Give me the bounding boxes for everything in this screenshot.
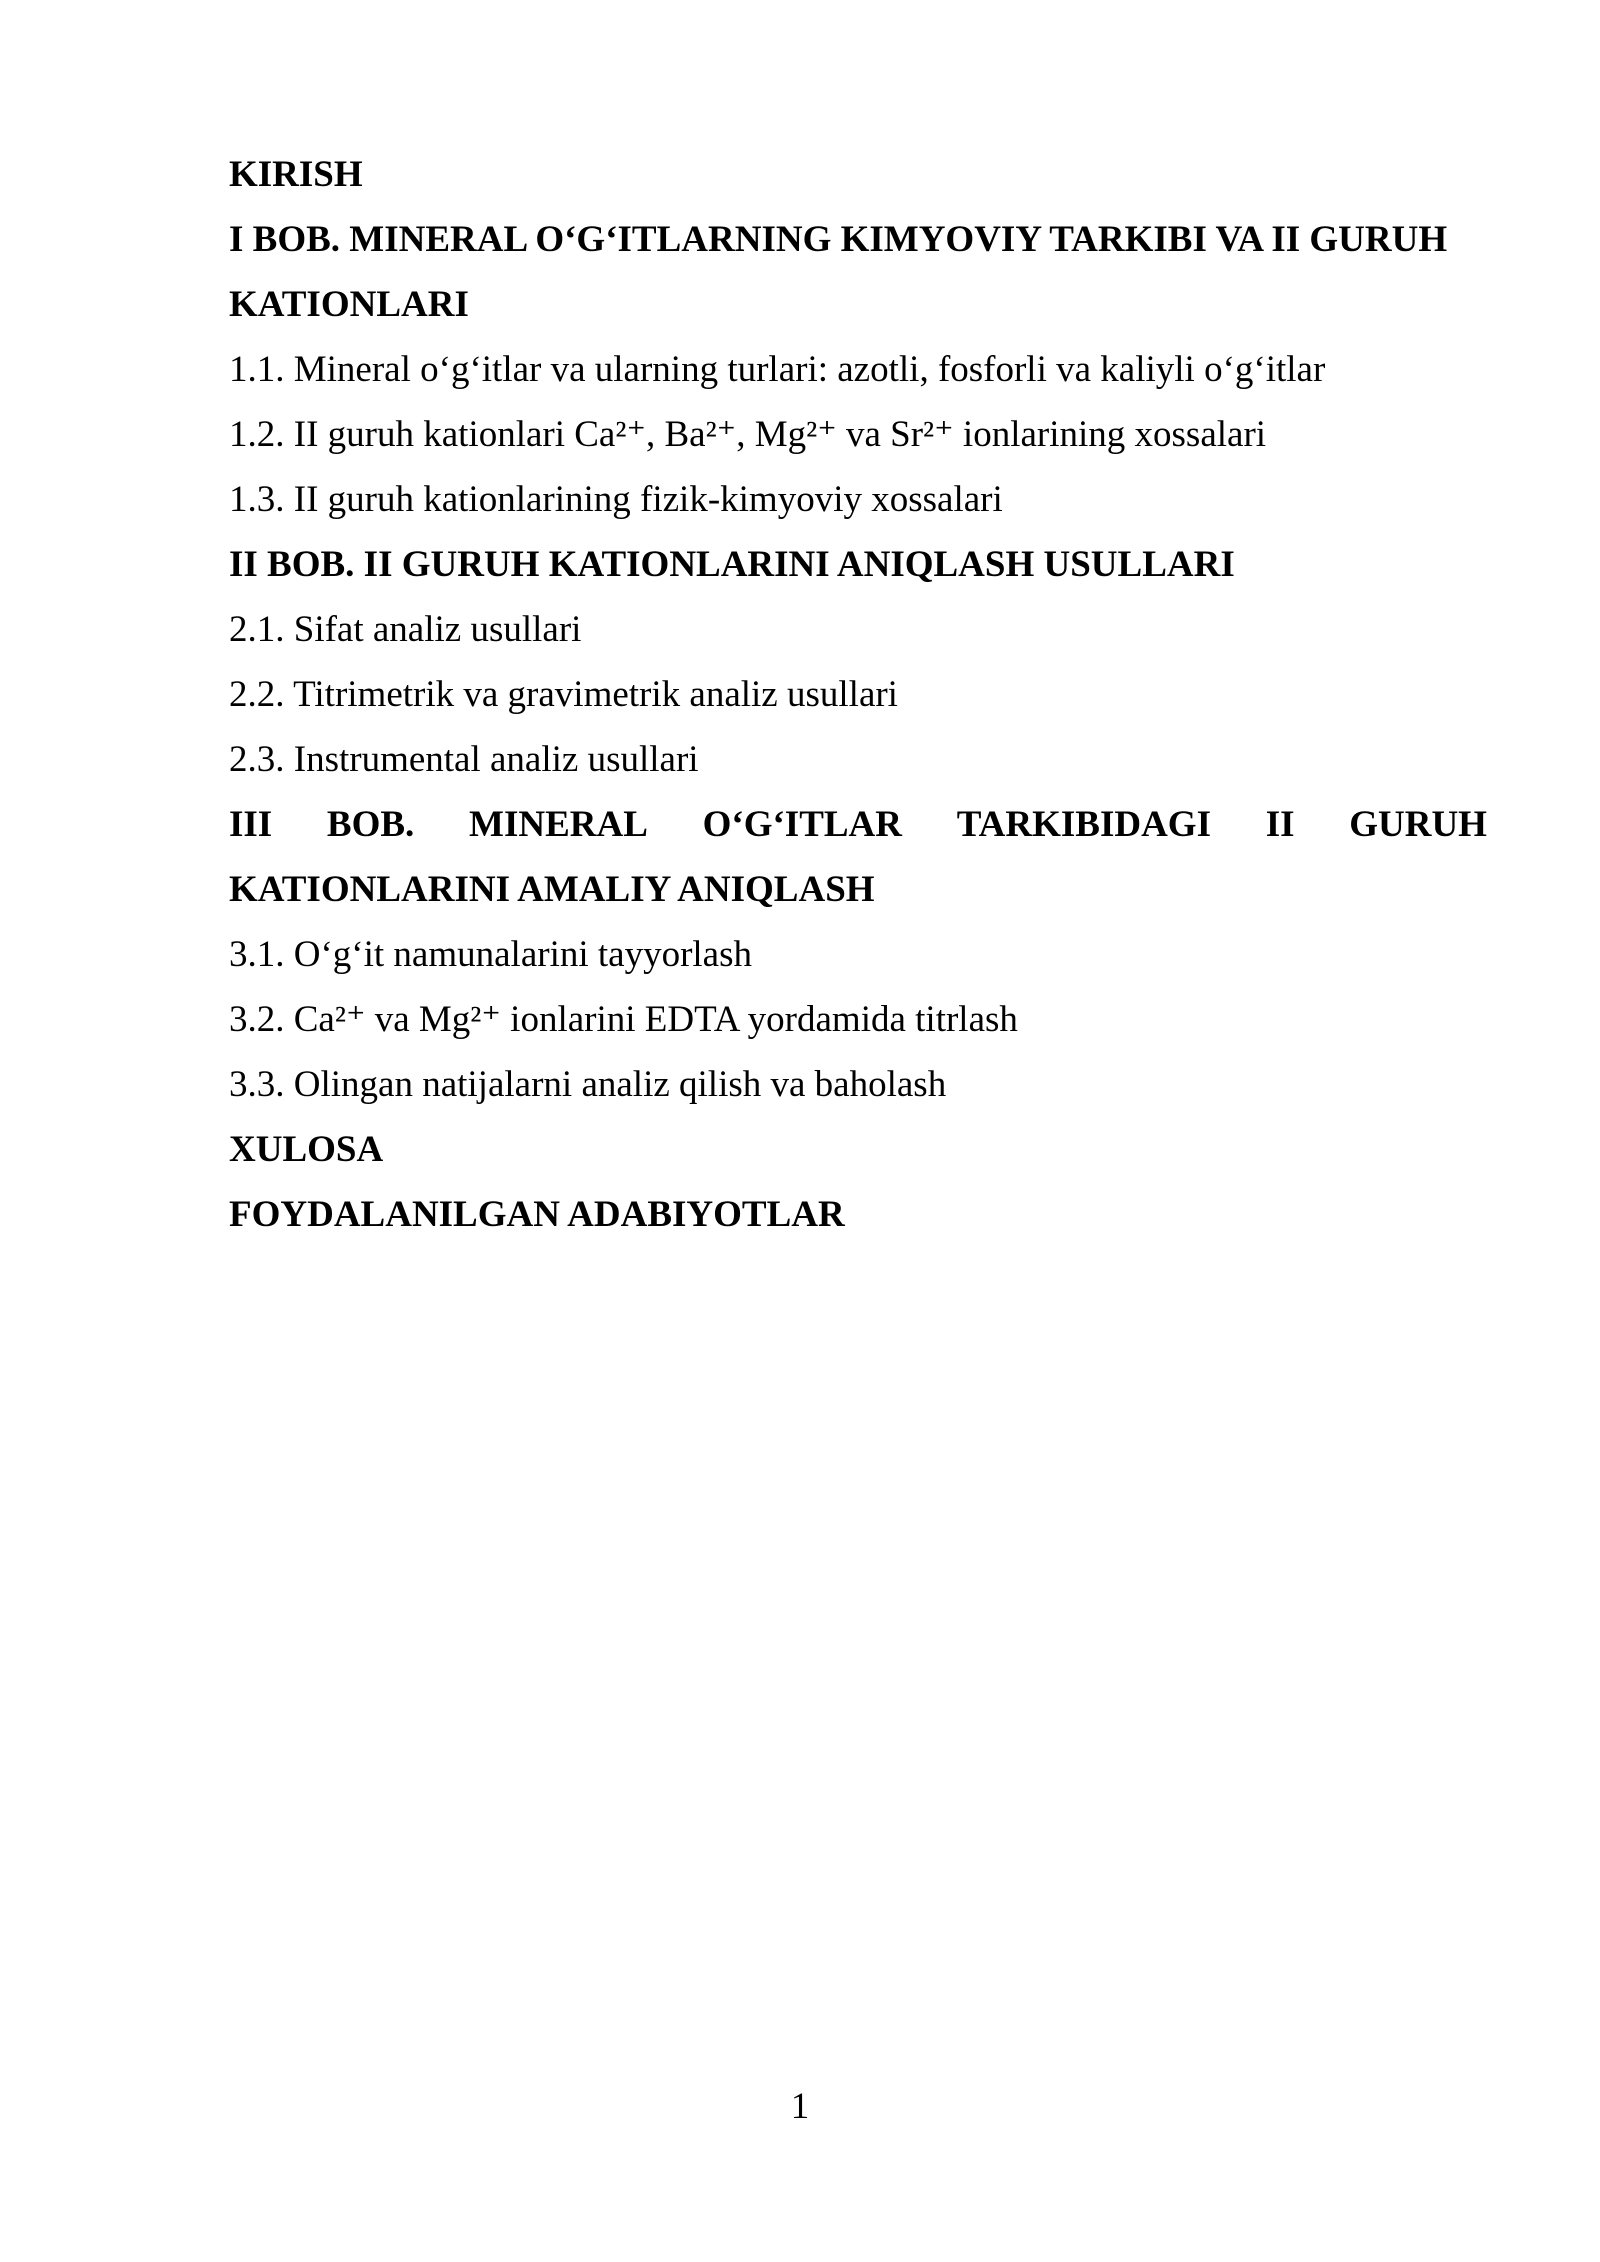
toc-chapter-1-title-line-1: I BOB. MINERAL O‘G‘ITLARNING KIMYOVIY TARKIBI VA II GURUH: [229, 219, 1448, 260]
table-of-contents: [229, 142, 1487, 1247]
toc-chapter-1-title-line-2: KATIONLARI: [229, 284, 469, 325]
toc-chapter-3-word: III: [229, 804, 273, 845]
toc-chapter-2-title: II BOB. II GURUH KATIONLARINI ANIQLASH USULLARI: [229, 544, 1235, 585]
toc-chapter-3-word: TARKIBIDAGI: [956, 804, 1211, 845]
toc-section-2-2: 2.2. Titrimetrik va gravimetrik analiz usullari: [229, 674, 898, 715]
toc-chapter-3-word: BOB.: [326, 804, 415, 845]
toc-chapter-3-word: O‘G‘ITLAR: [702, 804, 902, 845]
page-number: 1: [790, 2086, 810, 2127]
toc-chapter-3-title-line-2: KATIONLARINI AMALIY ANIQLASH: [229, 869, 875, 910]
toc-section-2-3: 2.3. Instrumental analiz usullari: [229, 739, 699, 780]
toc-section-1-3: 1.3. II guruh kationlarining fizik-kimyoviy xossalari: [229, 479, 1003, 520]
toc-chapter-3-word: GURUH: [1349, 804, 1487, 845]
toc-section-3-1: 3.1. O‘g‘it namunalarini tayyorlash: [229, 934, 753, 975]
toc-references: FOYDALANILGAN ADABIYOTLAR: [229, 1194, 845, 1235]
toc-chapter-3-title-line-1: [229, 792, 1487, 857]
toc-chapter-3-word: MINERAL: [469, 804, 648, 845]
toc-section-1-2: 1.2. II guruh kationlari Ca²⁺, Ba²⁺, Mg²⁺ va Sr²⁺ ionlarining xossalari: [229, 414, 1267, 455]
toc-introduction: KIRISH: [229, 154, 363, 195]
toc-conclusion: XULOSA: [229, 1129, 384, 1170]
toc-section-1-1: 1.1. Mineral o‘g‘itlar va ularning turlari: azotli, fosforli va kaliyli o‘g‘itlar: [229, 349, 1326, 390]
toc-chapter-3-word: II: [1265, 804, 1295, 845]
toc-section-3-2: 3.2. Ca²⁺ va Mg²⁺ ionlarini EDTA yordamida titrlash: [229, 999, 1018, 1040]
toc-section-3-3: 3.3. Olingan natijalarni analiz qilish va baholash: [229, 1064, 947, 1105]
toc-section-2-1: 2.1. Sifat analiz usullari: [229, 609, 582, 650]
